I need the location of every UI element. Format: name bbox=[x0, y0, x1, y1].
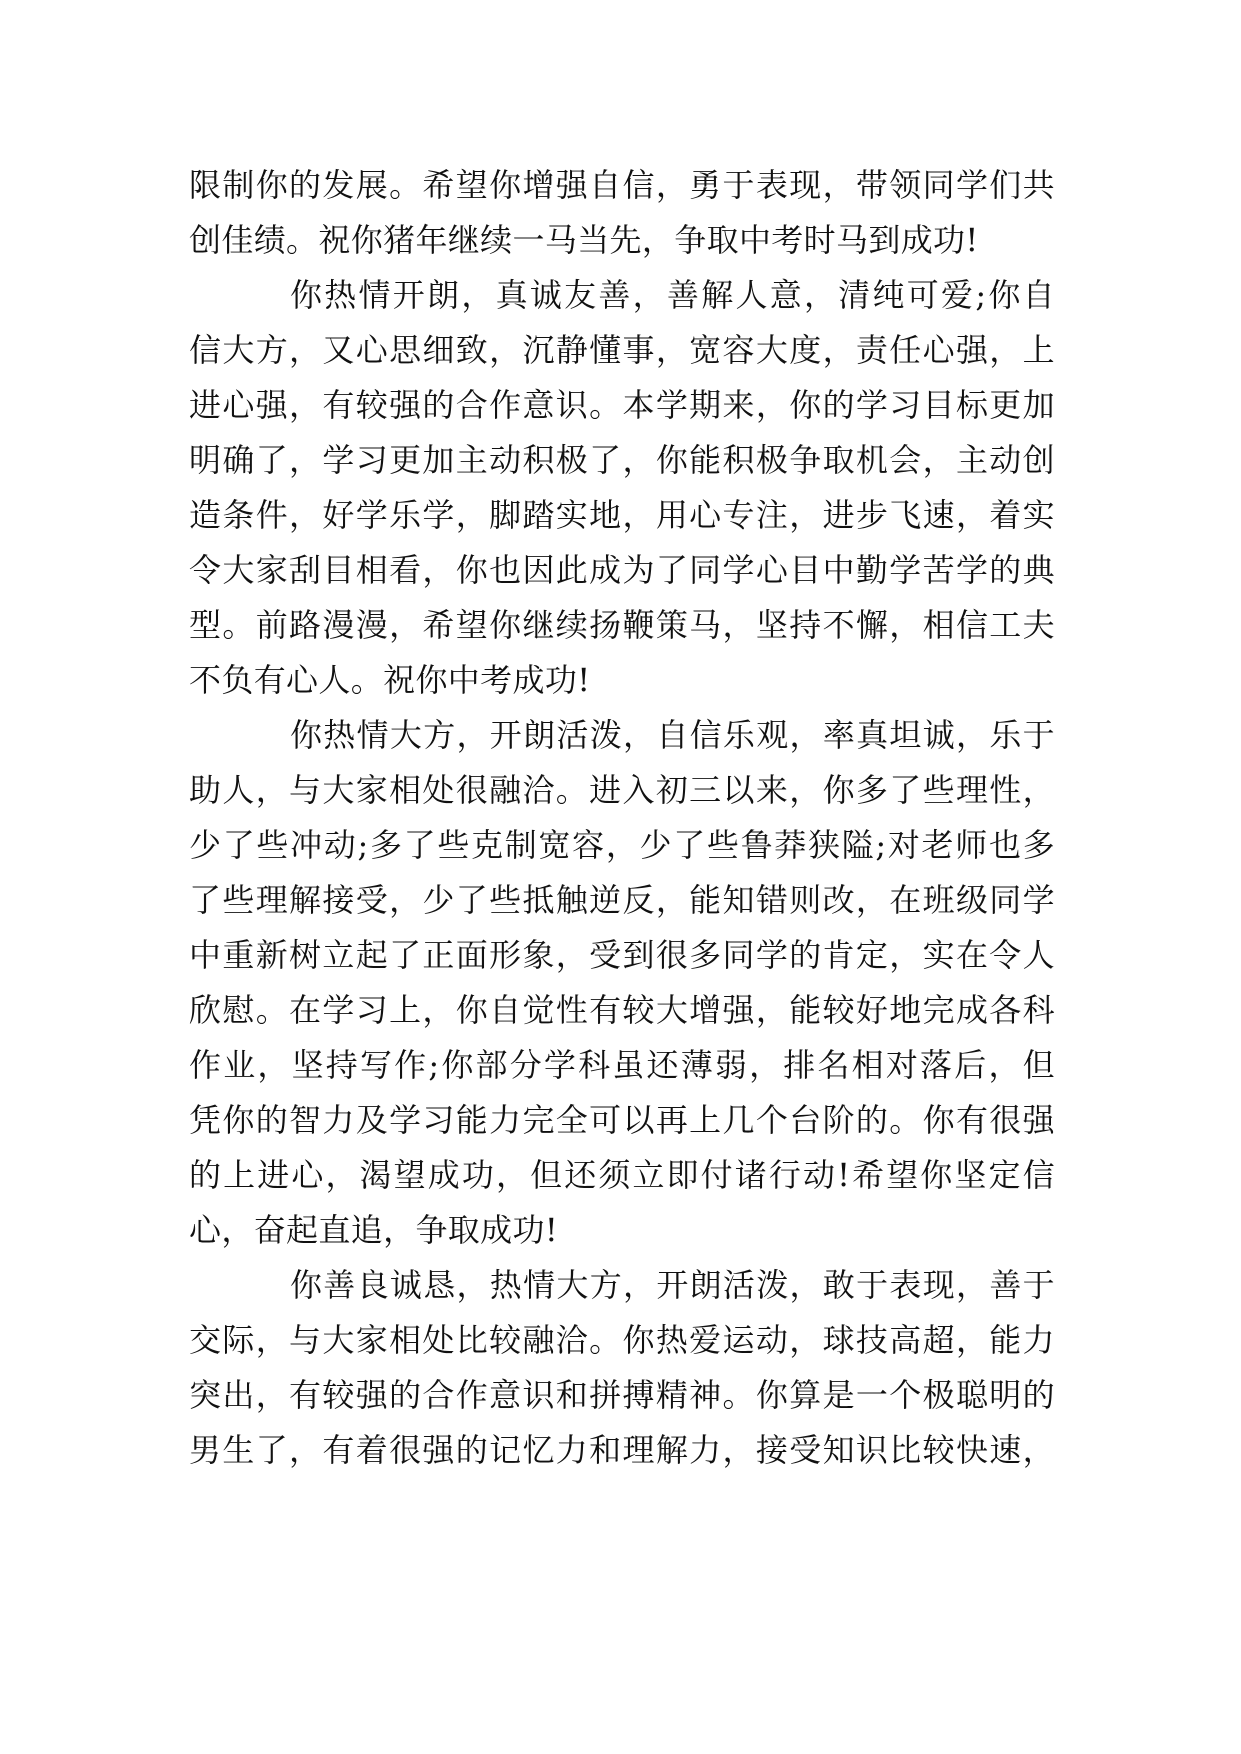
text-line: 了些理解接受，少了些抵触逆反，能知错则改，在班级同学 bbox=[189, 881, 1055, 919]
text-line: 进心强，有较强的合作意识。本学期来，你的学习目标更加 bbox=[189, 386, 1055, 424]
document-body bbox=[189, 158, 1055, 1478]
text-line: 不负有心人。祝你中考成功! bbox=[189, 661, 591, 699]
text-line: 的上进心，渴望成功，但还须立即付诸行动!希望你坚定信 bbox=[189, 1156, 1055, 1194]
text-line: 交际，与大家相处比较融洽。你热爱运动，球技高超，能力 bbox=[189, 1321, 1055, 1359]
text-line: 欣慰。在学习上，你自觉性有较大增强，能较好地完成各科 bbox=[189, 991, 1055, 1029]
text-line: 心，奋起直追，争取成功! bbox=[189, 1211, 559, 1249]
text-line: 信大方，又心思细致，沉静懂事，宽容大度，责任心强，上 bbox=[189, 331, 1055, 369]
paragraph-first-line: 你热情开朗，真诚友善，善解人意，清纯可爱;你自 bbox=[290, 276, 1055, 314]
text-line: 中重新树立起了正面形象，受到很多同学的肯定，实在令人 bbox=[189, 936, 1055, 974]
paragraph-first-line: 你善良诚恳，热情大方，开朗活泼，敢于表现，善于 bbox=[290, 1266, 1055, 1304]
text-line: 作业，坚持写作;你部分学科虽还薄弱，排名相对落后，但 bbox=[189, 1046, 1055, 1084]
text-line: 少了些冲动;多了些克制宽容，少了些鲁莽狭隘;对老师也多 bbox=[189, 826, 1055, 864]
text-line: 创佳绩。祝你猪年继续一马当先，争取中考时马到成功! bbox=[189, 221, 979, 259]
text-line: 凭你的智力及学习能力完全可以再上几个台阶的。你有很强 bbox=[189, 1101, 1055, 1139]
text-line: 型。前路漫漫，希望你继续扬鞭策马，坚持不懈，相信工夫 bbox=[189, 606, 1055, 644]
text-line: 令大家刮目相看，你也因此成为了同学心目中勤学苦学的典 bbox=[189, 551, 1055, 589]
text-line: 男生了，有着很强的记忆力和理解力，接受知识比较快速， bbox=[189, 1431, 1055, 1469]
text-line: 造条件，好学乐学，脚踏实地，用心专注，进步飞速，着实 bbox=[189, 496, 1055, 534]
paragraph-first-line: 你热情大方，开朗活泼，自信乐观，率真坦诚，乐于 bbox=[290, 716, 1055, 754]
text-line: 突出，有较强的合作意识和拼搏精神。你算是一个极聪明的 bbox=[189, 1376, 1055, 1414]
text-line: 明确了，学习更加主动积极了，你能积极争取机会，主动创 bbox=[189, 441, 1055, 479]
text-line: 限制你的发展。希望你增强自信，勇于表现，带领同学们共 bbox=[189, 166, 1055, 204]
text-line: 助人，与大家相处很融洽。进入初三以来，你多了些理性， bbox=[189, 771, 1055, 809]
